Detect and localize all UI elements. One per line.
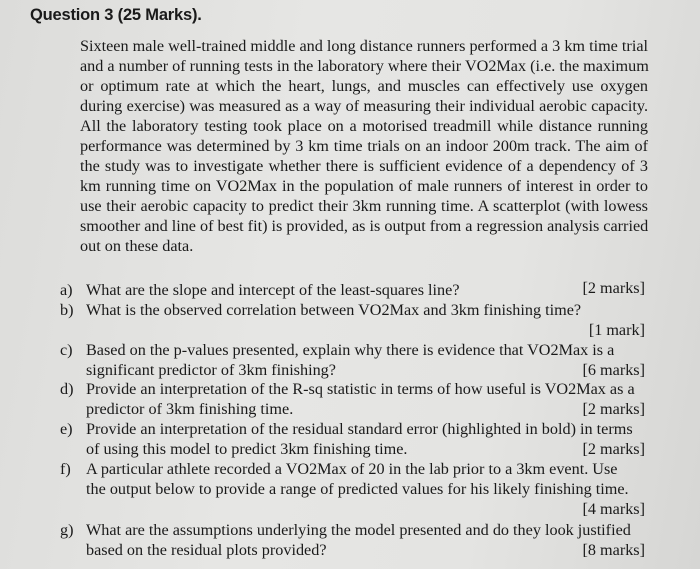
sub-question-label: b) — [60, 301, 74, 319]
intro-line: km running time on VO2Max in the population of male runners of interest in order to — [80, 177, 648, 195]
sub-question-b — [60, 300, 645, 340]
sub-question-label: d) — [60, 380, 74, 398]
sub-question-label: a) — [60, 281, 73, 299]
intro-line: Sixteen male well-trained middle and long distance runners performed a 3 km time trial — [80, 37, 648, 55]
marks-label: [2 marks] — [582, 400, 645, 418]
question-heading: Question 3 (25 Marks). — [30, 6, 202, 24]
intro-line: and a number of running tests in the laboratory where their VO2Max (i.e. the maximum — [80, 57, 649, 75]
intro-line: smoother and line of best fit) is provided, as is output from a regression analysis carried — [80, 217, 649, 235]
sub-question-text: What are the assumptions underlying the model presented and do they look justified — [86, 521, 631, 539]
sub-question-text: based on the residual plots provided? — [86, 541, 327, 559]
marks-label: [4 marks] — [582, 500, 645, 518]
sub-question-label: e) — [60, 420, 73, 438]
sub-question-text: What is the observed correlation between VO2Max and 3km finishing time? — [86, 301, 582, 319]
sub-question-d — [60, 379, 645, 419]
sub-question-text: significant predictor of 3km finishing? — [86, 361, 336, 379]
sub-question-c — [60, 340, 645, 380]
intro-line: or optimum rate at which the heart, lungs, and muscles can effectively use oxygen — [80, 77, 648, 95]
sub-question-text: the output below to provide a range of predicted values for his likely finishing time. — [86, 480, 629, 498]
sub-question-text: of using this model to predict 3km finishing time. — [86, 440, 408, 458]
marks-label: [2 marks] — [582, 440, 645, 458]
marks-label: [2 marks] — [582, 279, 645, 297]
intro-line: performance was determined by 3 km time trials on an indoor 200m track. The aim of — [80, 137, 648, 155]
sub-question-text: Based on the p-values presented, explain why there is evidence that VO2Max is a — [86, 341, 615, 359]
sub-question-text: A particular athlete recorded a VO2Max of 20 in the lab prior to a 3km event. Use — [86, 460, 618, 478]
sub-question-g — [60, 520, 645, 560]
sub-question-e — [60, 419, 645, 459]
marks-label: [1 mark] — [588, 321, 645, 339]
intro-line: the study was to investigate whether there is sufficient evidence of a dependency of 3 — [80, 157, 648, 175]
sub-question-text: predictor of 3km finishing time. — [86, 400, 294, 418]
sub-question-label: c) — [60, 341, 73, 359]
sub-question-text: What are the slope and intercept of the least-squares line? — [86, 281, 460, 299]
sub-question-label: g) — [60, 521, 74, 539]
marks-label: [8 marks] — [582, 541, 645, 559]
intro-line: All the laboratory testing took place on a motorised treadmill while distance running — [80, 117, 648, 135]
marks-label: [6 marks] — [582, 361, 645, 379]
intro-line: out on these data. — [80, 237, 194, 255]
question-intro — [80, 36, 648, 256]
intro-line: during exercise) was measured as a way of measuring their individual aerobic capacity. — [80, 97, 648, 115]
sub-question-text: Provide an interpretation of the R-sq statistic in terms of how useful is VO2Max as a — [86, 380, 635, 398]
sub-question-text: Provide an interpretation of the residual standard error (highlighted in bold) in terms — [86, 420, 633, 438]
sub-question-label: f) — [60, 460, 71, 478]
sub-question-f — [60, 459, 645, 519]
sub-question-a — [60, 280, 645, 300]
intro-line: use their aerobic capacity to predict their 3km running time. A scatterplot (with lowess — [80, 197, 648, 215]
